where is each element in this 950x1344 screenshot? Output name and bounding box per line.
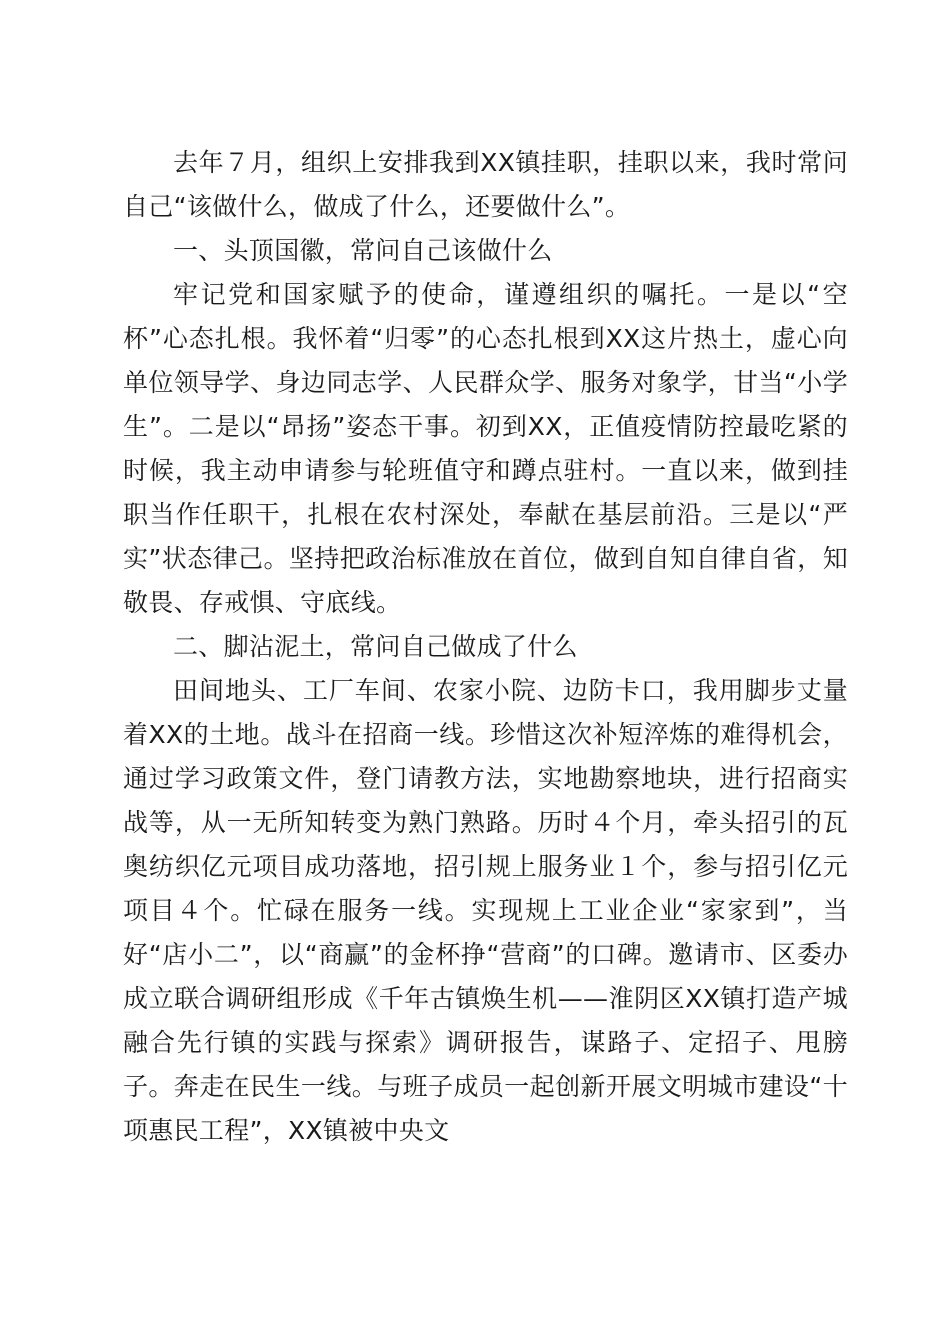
section-heading-2: 二、脚沾泥土，常问自己做成了什么	[173, 632, 578, 661]
section-heading-1: 一、头顶国徽，常问自己该做什么	[173, 236, 553, 265]
section-2-paragraph: 田间地头、工厂车间、农家小院、边防卡口，我用脚步丈量着XX的土地。战斗在招商一线。珍惜这次补短淬炼的难得机会，通过学习政策文件，登门请教方法，实地勘察地块，进行招商实战等，从一无所知转变为熟门熟路。历时４个月，牵头招引的瓦奥纺织亿元项目成功落地，招引规上服务业１个，参与招引亿元项目４个。忙碌在服务一线。实现规上工业企业“家家到”，当好“店小二”，以“商赢”的金杯挣“营商”的口碑。邀请市、区委办成立联合调研组形成《千年古镇焕生机——淮阴区XX镇打造产城融合先行镇的实践与探索》调研报告，谋路子、定招子、甩膀子。奔走在民生一线。与班子成员一起创新开展文明城市建设“十项惠民工程”，XX镇被中央文	[123, 676, 848, 1145]
document-body	[123, 141, 848, 1153]
intro-paragraph: 去年７月，组织上安排我到XX镇挂职，挂职以来，我时常问自己“该做什么，做成了什么，还要做什么”。	[123, 148, 848, 221]
section-1-paragraph: 牢记党和国家赋予的使命，谨遵组织的嘱托。一是以“空杯”心态扎根。我怀着“归零”的心态扎根到XX这片热土，虚心向单位领导学、身边同志学、人民群众学、服务对象学，甘当“小学生”。二是以“昂扬”姿态干事。初到XX，正值疫情防控最吃紧的时候，我主动申请参与轮班值守和蹲点驻村。一直以来，做到挂职当作任职干，扎根在农村深处，奉献在基层前沿。三是以“严实”状态律己。坚持把政治标准放在首位，做到自知自律自省，知敬畏、存戒惧、守底线。	[123, 280, 848, 617]
